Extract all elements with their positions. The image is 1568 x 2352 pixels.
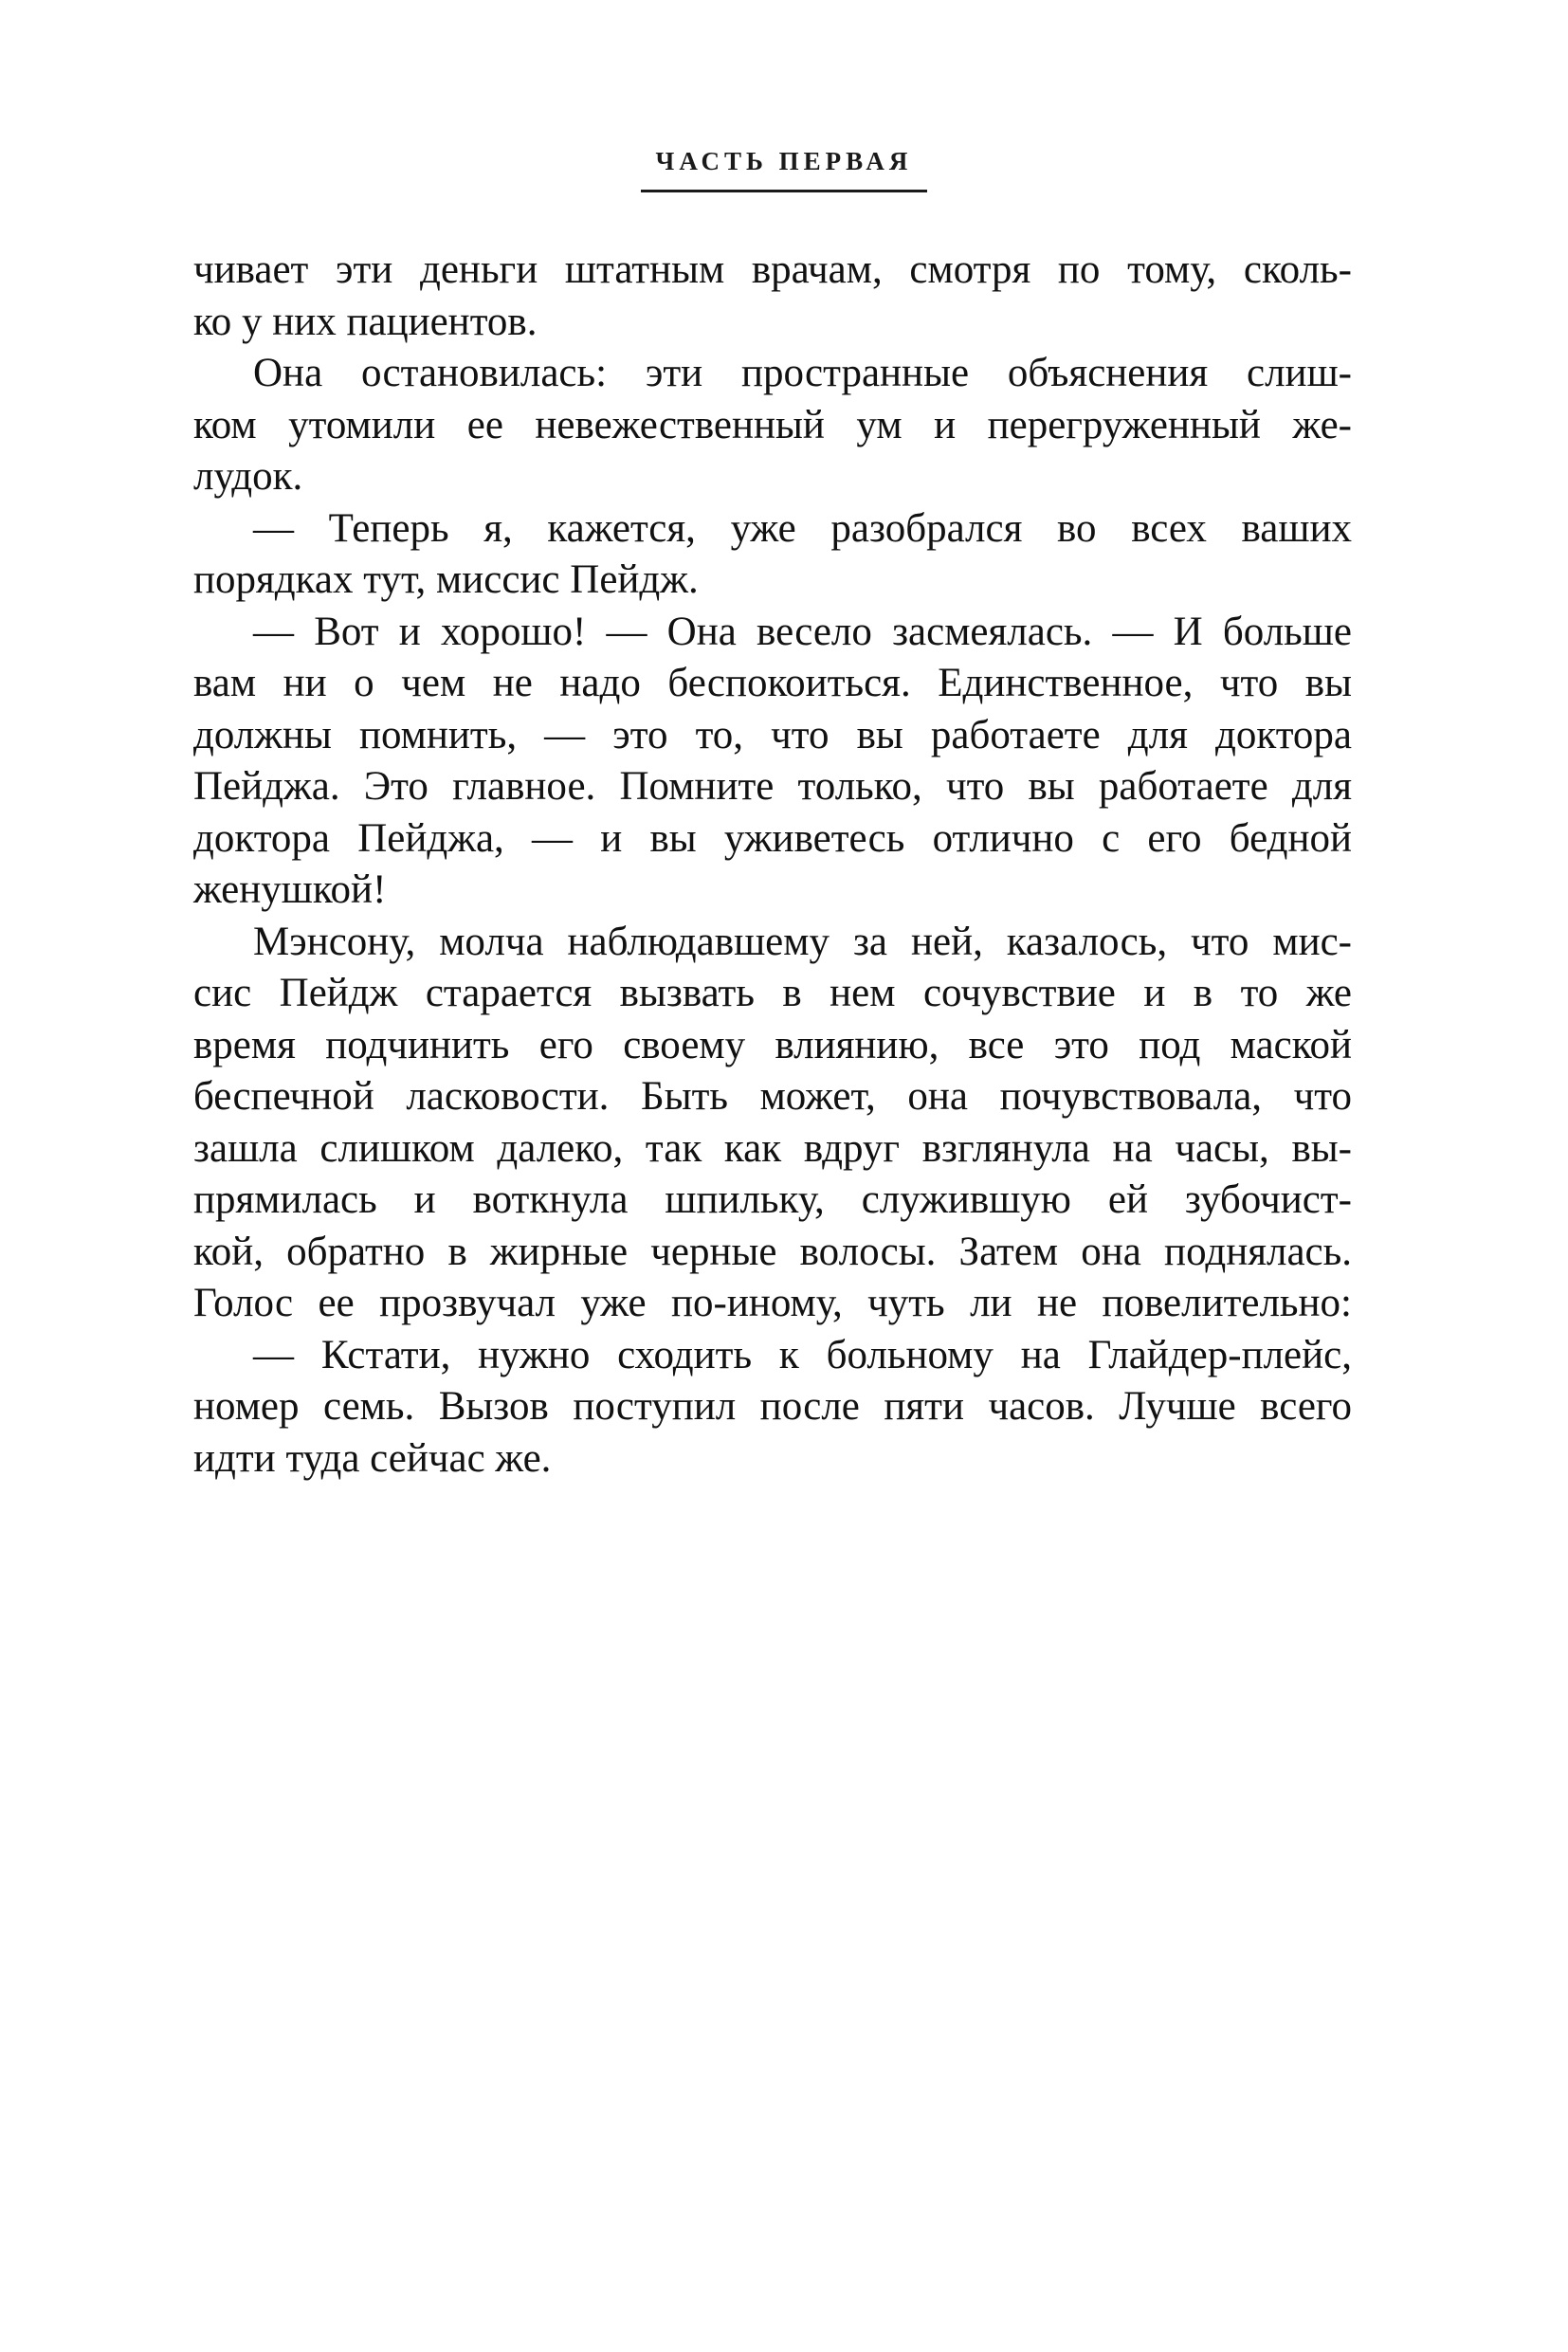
text-line: женушкой! xyxy=(193,867,387,912)
text-line: зашла слишком далеко, так как вдруг взглянула на часы, вы- xyxy=(193,1125,1352,1171)
text-line: идти туда сейчас же. xyxy=(193,1435,552,1481)
running-head xyxy=(0,144,1568,192)
text-line: лудок. xyxy=(193,454,303,499)
text-line: — Кстати, нужно сходить к больному на Глайдер-плейс, xyxy=(253,1332,1352,1377)
text-line: сис Пейдж старается вызвать в нем сочувствие и в то же xyxy=(193,971,1352,1015)
text-line: вам ни о чем не надо беспокоиться. Единственное, что вы xyxy=(193,661,1352,705)
text-line: ко у них пациентов. xyxy=(193,299,538,344)
text-line: время подчинить его своему влиянию, все это под маской xyxy=(193,1022,1352,1067)
text-line: доктора Пейджа, — и вы уживетесь отлично с его бедной xyxy=(193,815,1352,861)
text-line: Мэнсону, молча наблюдавшему за ней, казалось, что мис- xyxy=(253,919,1352,964)
text-line: беспечной ласковости. Быть может, она почувствовала, что xyxy=(193,1074,1352,1119)
text-line: — Теперь я, кажется, уже разобрался во всех ваших xyxy=(253,505,1352,551)
text-line: порядках тут, миссис Пейдж. xyxy=(193,557,699,602)
text-line: Пейджа. Это главное. Помните только, что вы работаете для xyxy=(193,764,1352,809)
running-head-rule xyxy=(641,190,927,192)
text-line: должны помнить, — это то, что вы работаете для доктора xyxy=(193,712,1352,757)
running-head-title: ЧАСТЬ ПЕРВАЯ xyxy=(655,147,913,175)
text-line: Голос ее прозвучал уже по-иному, чуть ли не повелительно: xyxy=(193,1281,1352,1325)
text-line: — Вот и хорошо! — Она весело засмеялась. — И больше xyxy=(253,609,1352,654)
body-text xyxy=(193,245,1352,1485)
text-line: чивает эти деньги штатным врачам, смотря по тому, сколь- xyxy=(193,247,1352,292)
text-line: кой, обратно в жирные черные волосы. Затем она поднялась. xyxy=(193,1229,1352,1274)
text-line: ком утомили ее невежественный ум и перегруженный же- xyxy=(193,402,1352,447)
text-line: номер семь. Вызов поступил после пяти часов. Лучше всего xyxy=(193,1384,1352,1429)
text-line: прямилась и воткнула шпильку, служившую ей зубочист- xyxy=(193,1177,1352,1222)
text-line: Она остановилась: эти пространные объяснения слиш- xyxy=(253,351,1352,395)
